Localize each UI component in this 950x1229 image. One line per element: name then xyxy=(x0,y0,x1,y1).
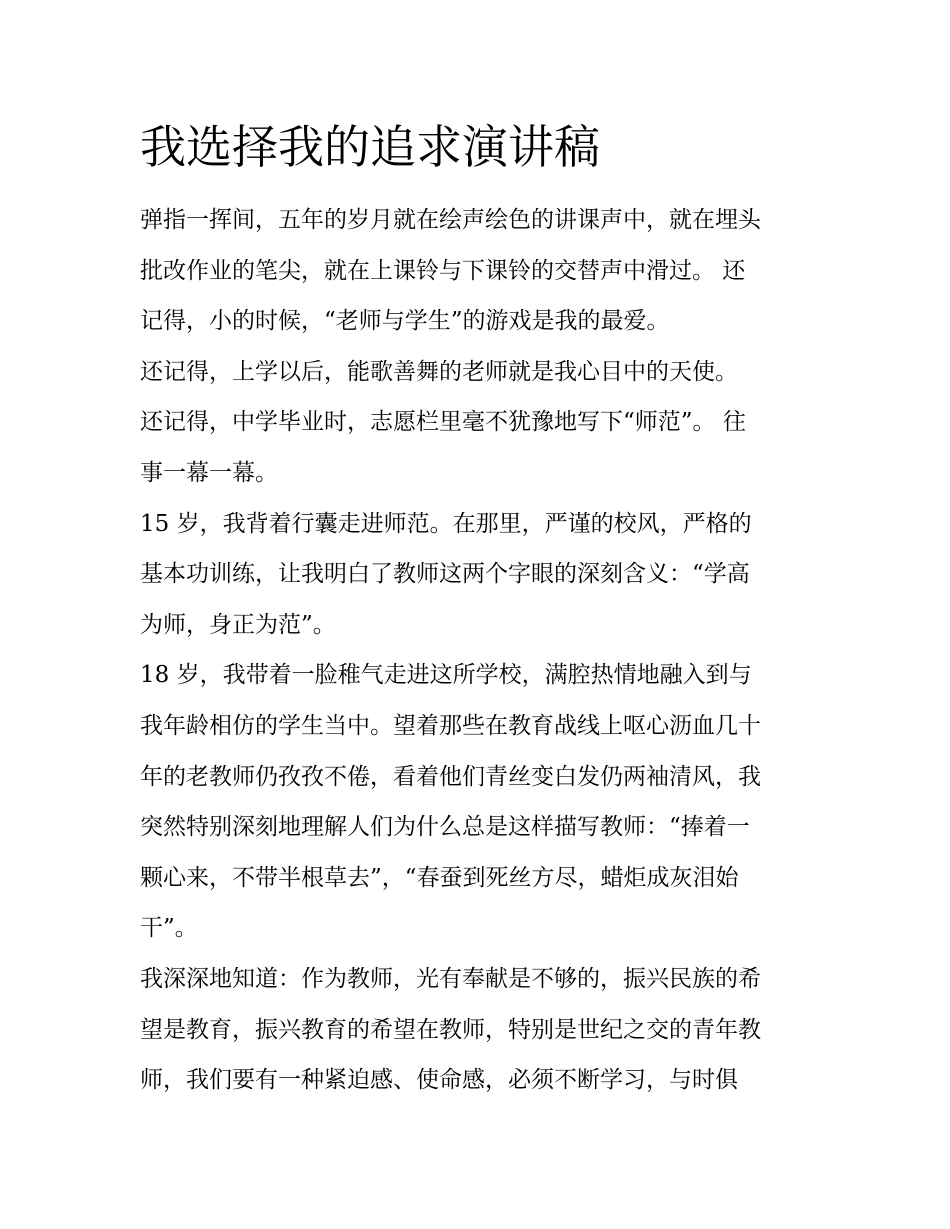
text-line: 基本功训练，让我明白了教师这两个字眼的深刻含义：“学高 xyxy=(140,561,750,588)
text-line: 弹指一挥间，五年的岁月就在绘声绘色的讲课声中，就在埋头 xyxy=(140,207,761,233)
text-line: 批改作业的笔尖，就在上课铃与下课铃的交替声中滑过。 还 xyxy=(140,257,746,284)
text-line: 望是教育，振兴教育的希望在教师，特别是世纪之交的青年教 xyxy=(140,1016,761,1043)
text-line: 干”。 xyxy=(140,915,198,942)
text-line: 颗心来，不带半根草去”，“春蚕到死丝方尽，蜡炬成灰泪始 xyxy=(140,864,739,891)
document-body xyxy=(140,195,820,1106)
text-line: 突然特别深刻地理解人们为什么总是这样描写教师：“捧着一 xyxy=(140,814,750,841)
text-line: 我深深地知道：作为教师，光有奉献是不够的，振兴民族的希 xyxy=(140,965,761,992)
text-line: 15 岁，我背着行囊走进师范。在那里，严谨的校风，严格的 xyxy=(140,510,752,537)
text-line: 还记得，上学以后，能歌善舞的老师就是我心目中的天使。 xyxy=(140,358,738,385)
text-line: 年的老教师仍孜孜不倦，看着他们青丝变白发仍两袖清风，我 xyxy=(140,763,761,790)
document-title: 我选择我的追求演讲稿 xyxy=(140,120,600,174)
text-line: 事一幕一幕。 xyxy=(140,459,278,486)
text-line: 记得，小的时候，“老师与学生”的游戏是我的最爱。 xyxy=(140,308,670,335)
text-line: 师，我们要有一种紧迫感、使命感，必须不断学习，与时俱 xyxy=(140,1067,738,1094)
text-line: 还记得，中学毕业时，志愿栏里毫不犹豫地写下“师范”。 往 xyxy=(140,409,746,436)
text-line: 18 岁，我带着一脸稚气走进这所学校，满腔热情地融入到与 xyxy=(140,662,752,689)
text-line: 为师，身正为范”。 xyxy=(140,611,336,638)
text-line: 我年龄相仿的学生当中。望着那些在教育战线上呕心沥血几十 xyxy=(140,712,761,739)
